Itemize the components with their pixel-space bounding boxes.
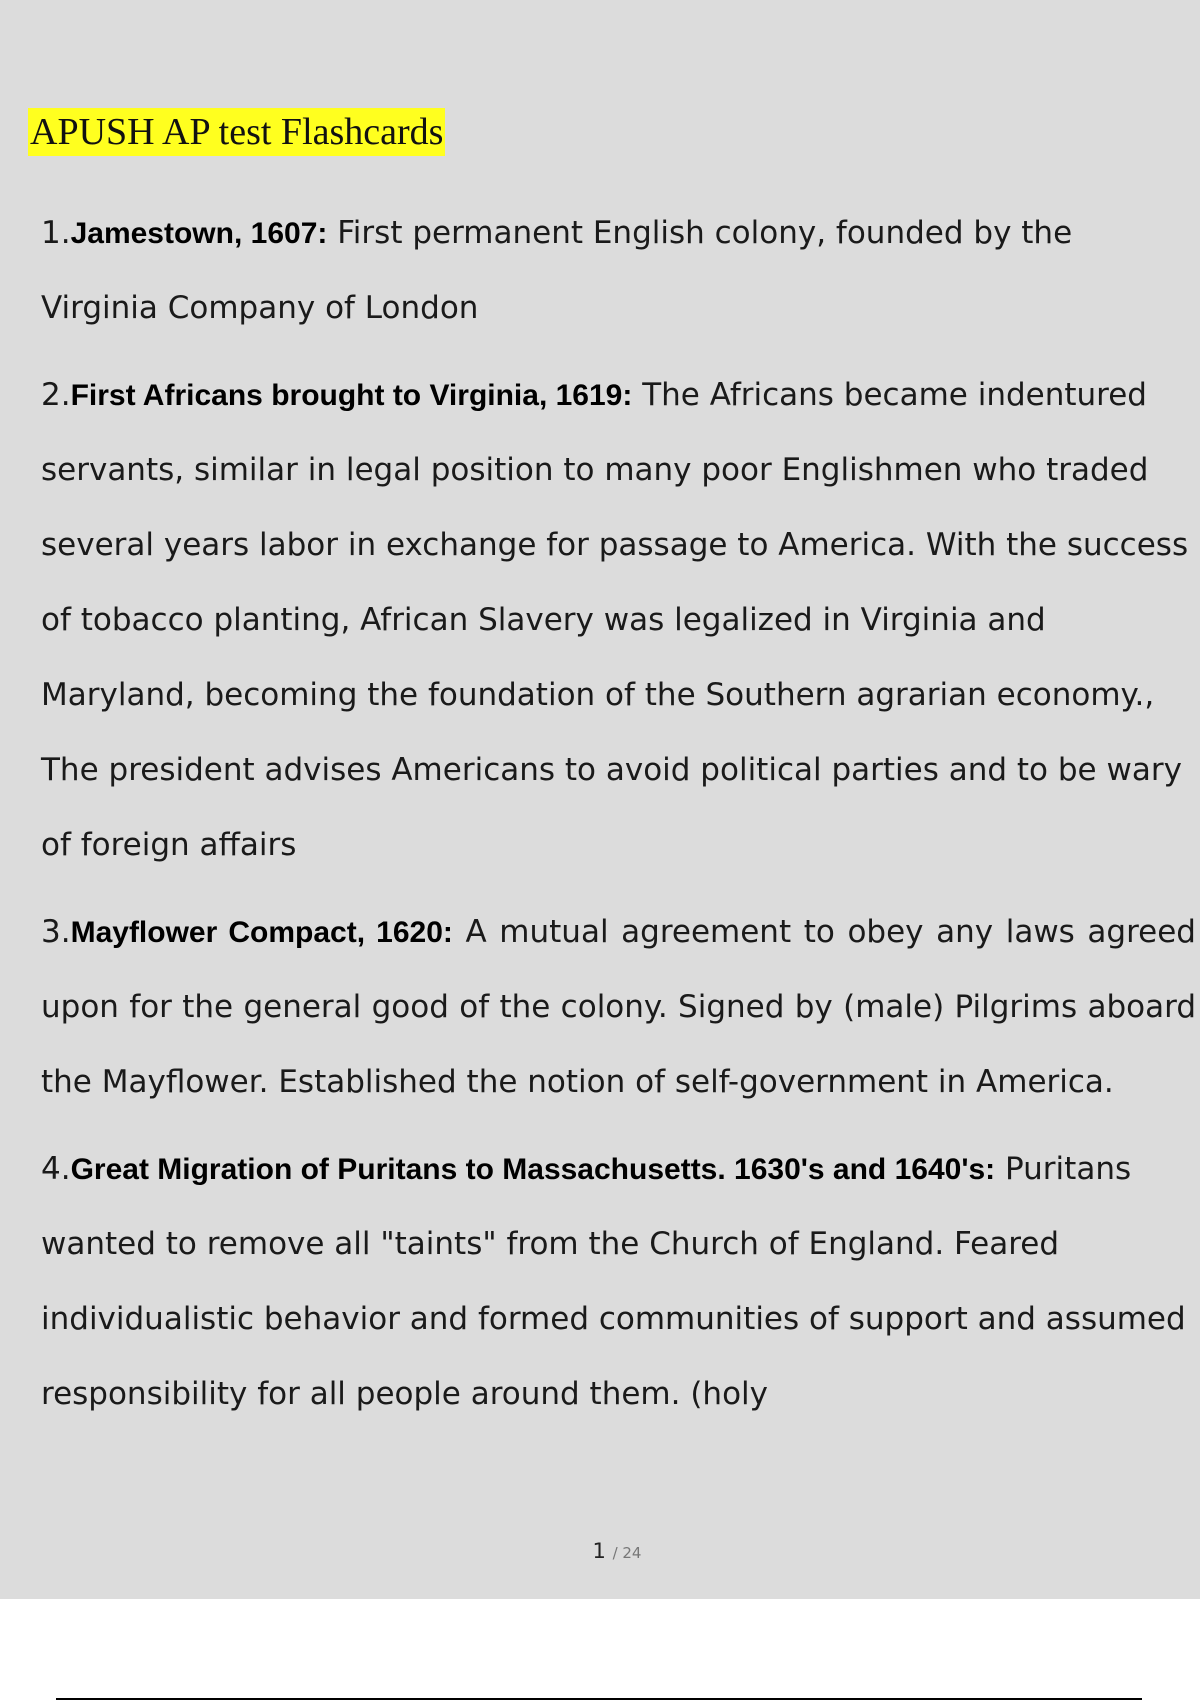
item-number: 3.	[41, 914, 71, 950]
page-number	[0, 1539, 1200, 1563]
item-definition: Puritans wanted to remove all "taints" from the Church of England. Feared individualistic behavior and formed communities of support and assumed responsibility for all people around them. (holy	[41, 1151, 1186, 1412]
total-pages: / 24	[612, 1544, 642, 1562]
document-title: APUSH AP test Flashcards	[28, 108, 445, 156]
item-number: 1.	[41, 215, 71, 251]
item-definition: First permanent English colony, founded by the Virginia Company of London	[41, 215, 1073, 326]
item-term: First Africans brought to Virginia, 1619:	[70, 379, 633, 412]
flashcard-item-4	[41, 1132, 1196, 1432]
current-page: 1	[592, 1539, 606, 1563]
flashcard-item-3	[41, 895, 1196, 1120]
flashcard-item-2	[41, 358, 1196, 883]
item-number: 4.	[41, 1151, 71, 1187]
item-definition: The Africans became indentured servants, similar in legal position to many poor Englishmen who traded several years labor in exchange for passage to America. With the success of tobacco planting, African Slavery was legalized in Virginia and Maryland, becoming the foundation of the Southern agrarian economy., The president advises Americans to avoid political parties and to be wary of foreign affairs	[41, 377, 1189, 863]
item-term: Mayflower Compact, 1620:	[70, 916, 453, 949]
flashcard-list	[41, 196, 1196, 1444]
item-definition: A mutual agreement to obey any laws agreed upon for the general good of the colony. Signed by (male) Pilgrims aboard the Mayflower. Established the notion of self-government in America.	[41, 914, 1196, 1100]
item-term: Great Migration of Puritans to Massachusetts. 1630's and 1640's:	[70, 1153, 996, 1186]
flashcard-item-1	[41, 196, 1196, 346]
item-term: Jamestown, 1607:	[70, 217, 328, 250]
item-number: 2.	[41, 377, 71, 413]
